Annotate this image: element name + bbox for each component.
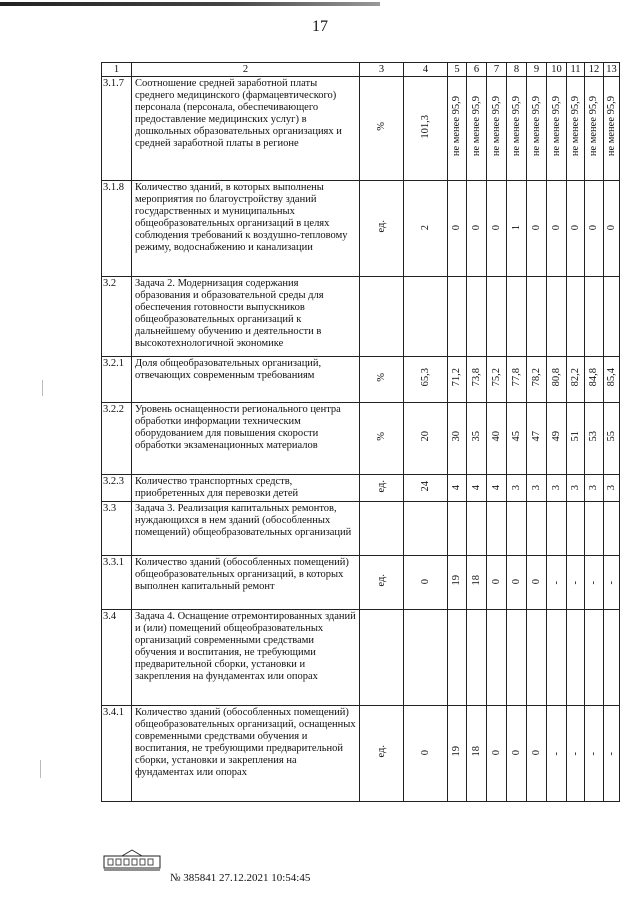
row-year-value-text: 0 [510, 579, 522, 585]
row-year-value-text: - [569, 752, 581, 756]
row-code: 3.4.1 [102, 706, 132, 802]
row-year-value-text: - [588, 752, 599, 756]
row-year-value [567, 556, 585, 610]
row-year-value [567, 475, 585, 502]
row-year-value [604, 706, 620, 802]
row-year-value-text: 30 [451, 431, 462, 442]
row-year-value-text: 85,4 [605, 368, 617, 387]
row-year-value [487, 502, 507, 556]
row-year-value [547, 277, 567, 357]
row-year-value [448, 706, 467, 802]
row-year-value-text: - [605, 581, 617, 585]
row-base-value-text: 101,3 [419, 114, 431, 139]
row-unit-text: ед. [375, 479, 387, 493]
row-code: 3.2.1 [102, 357, 132, 403]
row-year-value-text: 4 [470, 484, 482, 490]
row-base-value [404, 77, 448, 181]
row-year-value-text: не менее 95,9 [490, 96, 502, 157]
row-year-value-text: 3 [588, 484, 599, 490]
row-year-value-text: - [569, 581, 581, 585]
row-year-value [467, 181, 487, 277]
row-name: Количество зданий, в которых выполнены мероприятия по благоустройству зданий государственных и муниципальных общеобразовательных организаций в целях соблюдения требований к воздушно-тепловому режиму, водоснабжению и канализации [132, 181, 360, 277]
row-name: Количество зданий (обособленных помещений) общеобразовательных организаций, в которых выполнен капитальный ремонт [132, 556, 360, 610]
scan-top-edge [0, 2, 380, 6]
row-code: 3.2.3 [102, 475, 132, 502]
row-year-value-text: 73,8 [470, 368, 482, 387]
row-unit [360, 181, 404, 277]
row-year-value-text: 77,8 [510, 368, 522, 387]
indicators-table [101, 62, 620, 802]
header-cell: 5 [448, 63, 467, 77]
row-year-value-text: 40 [490, 431, 502, 442]
row-year-value [567, 77, 585, 181]
row-year-value-text: 0 [451, 225, 462, 231]
row-unit [360, 610, 404, 706]
header-cell: 9 [527, 63, 547, 77]
row-year-value [448, 181, 467, 277]
row-year-value-text: не менее 95,9 [451, 96, 462, 157]
table-row [102, 475, 620, 502]
row-year-value [547, 556, 567, 610]
row-year-value-text: 80,8 [550, 368, 562, 387]
row-year-value-text: 45 [510, 431, 522, 442]
document-stamp: № 385841 27.12.2021 10:54:45 [170, 872, 311, 884]
table-row [102, 357, 620, 403]
row-year-value [507, 77, 527, 181]
row-base-value [404, 277, 448, 357]
row-year-value-text: 3 [550, 484, 562, 490]
row-year-value [547, 77, 567, 181]
row-year-value [585, 556, 604, 610]
row-year-value-text: 1 [510, 225, 522, 231]
row-year-value-text: не менее 95,9 [470, 96, 482, 157]
row-base-value [404, 181, 448, 277]
row-year-value-text: 53 [588, 431, 599, 442]
row-year-value [448, 277, 467, 357]
table-row [102, 403, 620, 475]
row-base-value-text: 2 [419, 225, 431, 231]
row-year-value [527, 502, 547, 556]
row-year-value [604, 475, 620, 502]
row-year-value-text: 0 [490, 225, 502, 231]
row-unit [360, 556, 404, 610]
row-year-value [448, 403, 467, 475]
row-year-value [527, 357, 547, 403]
table-row [102, 77, 620, 181]
row-year-value [487, 357, 507, 403]
row-year-value [448, 610, 467, 706]
row-year-value-text: 3 [605, 484, 617, 490]
row-year-value-text: 0 [510, 750, 522, 756]
row-year-value-text: 0 [470, 225, 482, 231]
row-year-value-text: 0 [530, 225, 542, 231]
row-year-value [467, 502, 487, 556]
row-year-value [467, 556, 487, 610]
row-year-value-text: 47 [530, 431, 542, 442]
row-name: Соотношение средней заработной платы среднего медицинского (фармацевтического) персонала (персонала, обеспечивающего предоставление медицинских услуг) в дошкольных образовательных организациях и средней заработной платы в регионе [132, 77, 360, 181]
row-base-value [404, 706, 448, 802]
row-year-value-text: - [605, 752, 617, 756]
row-year-value-text: 0 [530, 750, 542, 756]
row-name: Количество транспортных средств, приобретенных для перевозки детей [132, 475, 360, 502]
row-year-value [547, 610, 567, 706]
row-year-value-text: 84,8 [588, 368, 599, 387]
row-year-value [567, 706, 585, 802]
row-unit-text: ед. [375, 745, 387, 758]
row-unit [360, 706, 404, 802]
row-year-value [487, 181, 507, 277]
row-code: 3.2.2 [102, 403, 132, 475]
row-year-value-text: 3 [569, 484, 581, 490]
row-unit-text: % [375, 432, 387, 441]
row-year-value [487, 706, 507, 802]
header-row [102, 63, 620, 77]
row-unit [360, 502, 404, 556]
row-year-value [585, 357, 604, 403]
row-year-value-text: 3 [510, 484, 522, 490]
row-year-value [527, 706, 547, 802]
row-base-value [404, 357, 448, 403]
scan-artifact [40, 760, 41, 778]
header-cell: 4 [404, 63, 448, 77]
header-cell: 8 [507, 63, 527, 77]
row-year-value [527, 475, 547, 502]
row-year-value [487, 277, 507, 357]
row-year-value-text: 0 [605, 225, 617, 231]
row-year-value [448, 77, 467, 181]
row-base-value [404, 403, 448, 475]
row-code: 3.1.8 [102, 181, 132, 277]
row-year-value-text: не менее 95,9 [569, 96, 581, 157]
row-year-value [467, 706, 487, 802]
row-year-value-text: 35 [470, 431, 482, 442]
row-base-value-text: 65,3 [419, 368, 431, 387]
row-year-value-text: 19 [451, 746, 462, 757]
row-year-value [507, 475, 527, 502]
row-year-value [585, 77, 604, 181]
header-cell: 7 [487, 63, 507, 77]
header-cell: 11 [567, 63, 585, 77]
row-year-value-text: 3 [530, 484, 542, 490]
row-year-value [467, 77, 487, 181]
table-row [102, 610, 620, 706]
row-year-value-text: 0 [588, 225, 599, 231]
row-year-value [527, 181, 547, 277]
row-year-value [487, 610, 507, 706]
row-unit-text: % [375, 122, 387, 131]
header-cell: 10 [547, 63, 567, 77]
row-year-value [567, 357, 585, 403]
row-year-value-text: не менее 95,9 [550, 96, 562, 157]
row-code: 3.1.7 [102, 77, 132, 181]
row-year-value [547, 475, 567, 502]
row-unit [360, 475, 404, 502]
row-year-value [448, 475, 467, 502]
row-year-value-text: - [550, 752, 562, 756]
row-year-value [567, 502, 585, 556]
row-year-value-text: 0 [530, 579, 542, 585]
row-unit [360, 277, 404, 357]
table-row [102, 556, 620, 610]
row-year-value-text: 78,2 [530, 368, 542, 387]
row-year-value-text: 0 [550, 225, 562, 231]
row-year-value [585, 277, 604, 357]
row-base-value [404, 610, 448, 706]
row-year-value [507, 502, 527, 556]
row-year-value-text: не менее 95,9 [588, 96, 599, 157]
row-name: Количество зданий (обособленных помещений) общеобразовательных организаций, оснащенных современными средствами обучения и воспитания, не требующими предварительной сборки, установки и закрепления на фундаментах или опорах [132, 706, 360, 802]
row-name: Доля общеобразовательных организаций, отвечающих современным требованиям [132, 357, 360, 403]
row-code: 3.3.1 [102, 556, 132, 610]
row-year-value [604, 502, 620, 556]
table-row [102, 502, 620, 556]
header-cell: 12 [585, 63, 604, 77]
row-base-value-text: 0 [419, 579, 431, 585]
row-year-value-text: 0 [490, 750, 502, 756]
row-year-value [585, 181, 604, 277]
row-year-value-text: 0 [490, 579, 502, 585]
row-year-value [487, 475, 507, 502]
header-cell: 13 [604, 63, 620, 77]
row-year-value [467, 610, 487, 706]
row-year-value [507, 277, 527, 357]
row-name: Уровень оснащенности регионального центра обработки информации техническим оборудованием для повышения скорости обработки экзаменационных материалов [132, 403, 360, 475]
logo-icon [102, 848, 162, 872]
row-year-value [547, 706, 567, 802]
row-year-value [604, 610, 620, 706]
row-year-value [467, 357, 487, 403]
row-year-value-text: 49 [550, 431, 562, 442]
row-year-value [487, 77, 507, 181]
row-year-value [487, 556, 507, 610]
table-row [102, 706, 620, 802]
row-year-value-text: 18 [470, 575, 482, 586]
row-base-value-text: 24 [419, 480, 431, 492]
row-year-value [507, 403, 527, 475]
row-year-value-text: 19 [451, 575, 462, 586]
row-year-value [487, 403, 507, 475]
row-unit [360, 77, 404, 181]
header-cell: 3 [360, 63, 404, 77]
row-year-value [585, 610, 604, 706]
row-year-value [527, 556, 547, 610]
row-year-value [547, 181, 567, 277]
row-year-value [467, 403, 487, 475]
header-cell: 6 [467, 63, 487, 77]
row-year-value [527, 403, 547, 475]
row-code: 3.4 [102, 610, 132, 706]
row-year-value [585, 706, 604, 802]
row-year-value-text: 55 [605, 431, 617, 442]
row-year-value [507, 556, 527, 610]
row-year-value [448, 502, 467, 556]
row-year-value [567, 181, 585, 277]
row-name: Задача 3. Реализация капитальных ремонтов, нуждающихся в нем зданий (обособленных помещений) общеобразовательных организаций [132, 502, 360, 556]
row-year-value [567, 277, 585, 357]
row-base-value [404, 502, 448, 556]
row-year-value-text: - [550, 581, 562, 585]
row-name: Задача 2. Модернизация содержания образования и образовательной среды для обеспечения готовности выпускников общеобразовательных организаций к дальнейшему обучению и деятельности в высокотехнологичной экономике [132, 277, 360, 357]
row-year-value [604, 556, 620, 610]
row-year-value [527, 77, 547, 181]
row-year-value-text: 71,2 [451, 368, 462, 387]
table-row [102, 277, 620, 357]
header-cell: 2 [132, 63, 360, 77]
table-row [102, 181, 620, 277]
row-base-value [404, 556, 448, 610]
row-year-value [467, 277, 487, 357]
row-base-value-text: 0 [419, 750, 431, 756]
row-year-value [604, 181, 620, 277]
row-unit [360, 403, 404, 475]
row-year-value [604, 77, 620, 181]
row-year-value [604, 357, 620, 403]
row-year-value-text: 4 [451, 484, 462, 490]
row-code: 3.3 [102, 502, 132, 556]
row-year-value-text: - [588, 581, 599, 585]
page-number: 17 [312, 18, 328, 35]
row-year-value-text: 51 [569, 431, 581, 442]
row-year-value [527, 610, 547, 706]
row-year-value-text: не менее 95,9 [530, 96, 542, 157]
row-year-value [527, 277, 547, 357]
row-base-value-text: 20 [419, 431, 431, 442]
row-year-value [448, 556, 467, 610]
row-year-value [507, 610, 527, 706]
row-year-value [507, 706, 527, 802]
row-year-value [547, 357, 567, 403]
row-year-value-text: не менее 95,9 [510, 96, 522, 157]
row-year-value [507, 181, 527, 277]
row-year-value [567, 403, 585, 475]
header-cell: 1 [102, 63, 132, 77]
row-year-value [547, 502, 567, 556]
row-year-value [467, 475, 487, 502]
row-year-value [507, 357, 527, 403]
row-year-value [604, 403, 620, 475]
row-unit-text: % [375, 373, 387, 382]
row-year-value-text: 18 [470, 746, 482, 757]
row-year-value-text: 4 [490, 484, 502, 490]
row-code: 3.2 [102, 277, 132, 357]
row-year-value [448, 357, 467, 403]
row-year-value-text: 0 [569, 225, 581, 231]
row-base-value [404, 475, 448, 502]
row-unit-text: ед. [375, 574, 387, 587]
row-year-value-text: 75,2 [490, 368, 502, 387]
row-year-value [585, 475, 604, 502]
row-year-value [585, 403, 604, 475]
scan-artifact [42, 380, 43, 396]
row-year-value [547, 403, 567, 475]
row-unit [360, 357, 404, 403]
row-unit-text: ед. [375, 220, 387, 233]
row-name: Задача 4. Оснащение отремонтированных зданий и (или) помещений общеобразовательных организаций современными средствами обучения и воспитания, не требующими предварительной сборки, установки и закрепления на фундаментах или опорах [132, 610, 360, 706]
row-year-value-text: не менее 95,9 [605, 96, 617, 157]
row-year-value-text: 82,2 [569, 368, 581, 387]
row-year-value [567, 610, 585, 706]
row-year-value [585, 502, 604, 556]
row-year-value [604, 277, 620, 357]
